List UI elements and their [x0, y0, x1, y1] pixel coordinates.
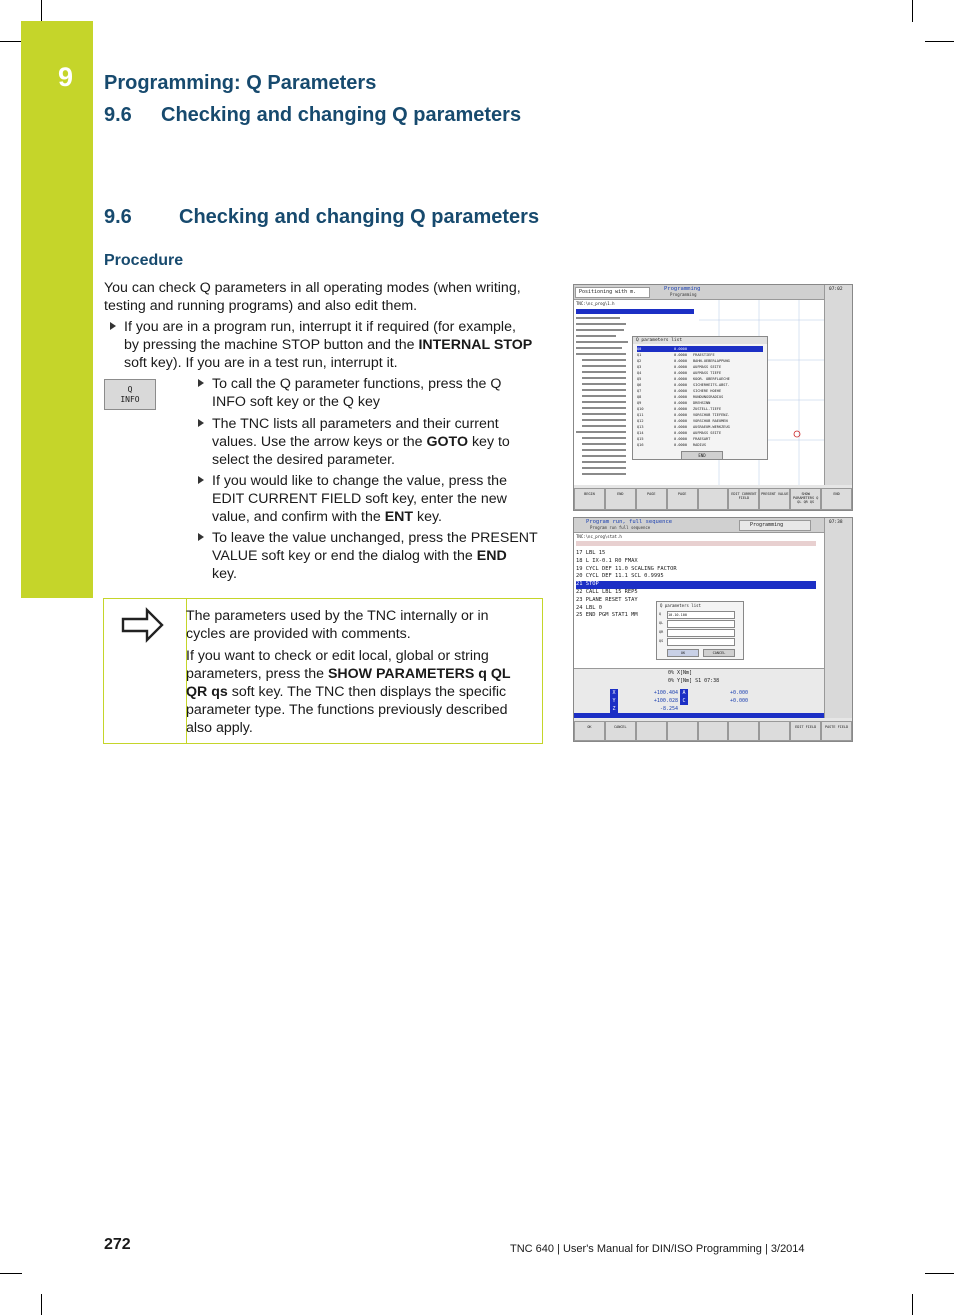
- param-id: Q3: [637, 365, 642, 369]
- program-text-lines: [576, 317, 632, 482]
- bullet-arrow-icon: [198, 419, 204, 427]
- bullet-line: soft key). If you are in a test run, interrupt it.: [124, 355, 398, 371]
- param-id: Q5: [637, 377, 642, 381]
- param-comment: AUFMASS SEITE: [693, 365, 722, 369]
- footer-text: TNC 640 | User's Manual for DIN/ISO Programming | 3/2014: [510, 1243, 805, 1255]
- step-line: If you would like to change the value, press the: [212, 473, 507, 489]
- param-value: 0.0000: [674, 419, 687, 423]
- axis-row: [610, 705, 680, 713]
- param-comment: RUNDUNGSRADIUS: [693, 395, 724, 399]
- param-id: Q6: [637, 383, 642, 387]
- step-line: To call the Q parameter functions, press the Q: [212, 376, 502, 392]
- param-comment: AUSRAEUM-WERKZEUG: [693, 425, 730, 429]
- text-run: parameters, press the: [186, 666, 328, 682]
- text-run: by pressing the machine STOP button and the: [124, 337, 419, 353]
- bullet-arrow-icon: [110, 322, 116, 330]
- crop-mark: [925, 41, 954, 42]
- cancel-button[interactable]: CANCEL: [703, 649, 735, 657]
- param-comment: FRAESART: [693, 437, 711, 441]
- tab-program-run[interactable]: Program run, full sequence: [586, 519, 673, 525]
- program-line[interactable]: 22 CALL LBL 15 REP5: [576, 588, 638, 595]
- step-line: [212, 433, 510, 451]
- section-number: 9.6: [104, 206, 132, 228]
- intro-line: You can check Q parameters in all operating modes (when writing,: [104, 280, 521, 296]
- running-header: [104, 104, 521, 127]
- softkey-row: [574, 721, 852, 741]
- param-id: Q9: [637, 401, 642, 405]
- status-area: [574, 668, 824, 719]
- key-term: QR qs: [186, 684, 228, 700]
- program-header-bar: [576, 541, 816, 546]
- screenshot-programming: [573, 284, 853, 511]
- section-title: Checking and changing Q parameters: [179, 206, 540, 228]
- screenshot-program-run: [573, 517, 853, 742]
- key-term: ENT: [384, 509, 414, 525]
- file-path: TNC:\nc_prog\stat.h: [576, 534, 622, 539]
- softkey[interactable]: END: [605, 488, 636, 510]
- status-line: 0% Y[Nm] S1 07:38: [668, 678, 720, 684]
- param-comment: KOOR. OBERFLAECHE: [693, 377, 730, 381]
- param-value: 0.0000: [674, 413, 687, 417]
- crop-mark: [0, 1273, 22, 1274]
- dialog-field-row: [659, 638, 741, 647]
- note-line: [186, 665, 511, 683]
- step-line: EDIT CURRENT FIELD soft key, enter the new: [212, 491, 507, 507]
- vertical-softkey-bar: [824, 285, 853, 485]
- param-value: 0.0000: [674, 383, 687, 387]
- softkey[interactable]: PAGE: [667, 488, 698, 510]
- param-comment: BAHN-UEBERLAPPUNG: [693, 359, 730, 363]
- page-number: 272: [104, 1236, 131, 1253]
- program-line[interactable]: 17 LBL 15: [576, 550, 606, 556]
- field-input[interactable]: [667, 620, 735, 628]
- crop-mark: [41, 0, 42, 22]
- status-line: 0% X[Nm]: [668, 670, 693, 676]
- axis-value: +100.028: [653, 698, 678, 704]
- note-line: [186, 683, 506, 701]
- param-value: 0.0000: [674, 359, 687, 363]
- softkey[interactable]: PAGE: [636, 488, 667, 510]
- param-value: 0.0000: [674, 377, 687, 381]
- bullet-arrow-icon: [198, 476, 204, 484]
- bullet-arrow-icon: [198, 533, 204, 541]
- param-id: Q11: [637, 413, 644, 417]
- softkey[interactable]: PASTE FIELD: [821, 721, 852, 741]
- crop-mark: [0, 41, 22, 42]
- chapter-title: Programming: Q Parameters: [104, 72, 377, 94]
- nc-program-lines: [576, 317, 632, 482]
- param-comment: VORSCHUB TIEFENZ.: [693, 413, 730, 417]
- field-label: QR: [659, 630, 664, 634]
- program-line[interactable]: 19 CYCL DEF 11.0 SCALING FACTOR: [576, 565, 677, 572]
- clock: 07:38: [829, 520, 843, 525]
- softkey-row: [574, 488, 852, 510]
- softkey[interactable]: PRESENT VALUE: [759, 488, 790, 510]
- param-id: Q16: [637, 443, 644, 447]
- axis-value: +0.000: [729, 698, 748, 704]
- axis-value: +0.000: [729, 690, 748, 696]
- step-line: [212, 547, 507, 565]
- softkey[interactable]: [698, 488, 729, 510]
- header-section-title: Checking and changing Q parameters: [161, 104, 522, 126]
- file-path: TNC:\nc_prog\1.h: [576, 301, 615, 306]
- softkey[interactable]: SHOW PARAMETERS Q QL QR QS: [790, 488, 821, 510]
- field-input[interactable]: [667, 629, 735, 637]
- intro-line: testing and running programs) and also edit them.: [104, 298, 418, 314]
- dialog-field-row: [659, 629, 741, 638]
- param-row[interactable]: [637, 442, 763, 448]
- axis-row: [610, 689, 680, 697]
- softkey[interactable]: [698, 721, 729, 741]
- param-value: 0.0000: [674, 395, 687, 399]
- clock: 07:02: [829, 287, 843, 292]
- text-run: soft key. The TNC then displays the specific: [227, 684, 507, 700]
- ok-button[interactable]: OK: [667, 649, 699, 657]
- dialog-title: Q parameters list: [633, 337, 767, 344]
- program-line[interactable]: 18 L IX-0.1 R0 FMAX: [576, 557, 638, 564]
- dialog-fields: [659, 611, 741, 647]
- axis-value: +100.404: [653, 690, 678, 696]
- param-comment: AUFMASS SEITE: [693, 431, 722, 435]
- text-run: values. Use the arrow keys or the: [212, 434, 427, 450]
- param-value: 0.0000: [674, 425, 687, 429]
- axis-letter: Z: [610, 705, 618, 713]
- param-id: Q14: [637, 431, 644, 435]
- note-line: The parameters used by the TNC internally or in: [186, 608, 489, 624]
- key-term: END: [476, 548, 507, 564]
- param-value: 0.0000: [674, 431, 687, 435]
- tab-programming[interactable]: Programming: [664, 286, 701, 292]
- param-id: Q12: [637, 419, 644, 423]
- tab-sub: Program run full sequence: [590, 525, 651, 530]
- softkey[interactable]: EDIT FIELD: [790, 721, 821, 741]
- dialog-field-row: [659, 611, 741, 620]
- param-value: 0.0000: [674, 353, 687, 357]
- axis-value: -8.254: [659, 706, 678, 712]
- axis-positions: [610, 689, 680, 713]
- note-line: parameter type. The functions previously described: [186, 702, 508, 718]
- screen-header: [574, 285, 824, 300]
- axis-row: [680, 697, 750, 705]
- param-id: Q0: [637, 347, 642, 351]
- field-label: QS: [659, 639, 664, 643]
- bullet-arrow-icon: [198, 379, 204, 387]
- param-id: Q13: [637, 425, 644, 429]
- crop-mark: [912, 0, 913, 22]
- dialog-title: Q parameters list: [660, 603, 701, 608]
- q-info-softkey: [104, 379, 156, 410]
- q-parameter-dialog: [656, 601, 744, 660]
- key-term: GOTO: [426, 434, 469, 450]
- vertical-softkey-bar: [824, 518, 853, 718]
- axis-letter: X: [610, 689, 618, 697]
- note-line: If you want to check or edit local, global or string: [186, 648, 489, 664]
- param-comment: SICHERHEITS-ABST.: [693, 383, 730, 387]
- param-comment: SICHERE HOEHE: [693, 389, 722, 393]
- crop-mark: [912, 1294, 913, 1315]
- field-input[interactable]: 10.10.100: [667, 611, 735, 619]
- param-value: 0.0000: [674, 365, 687, 369]
- axis-letter: C: [680, 697, 688, 705]
- q-parameter-dialog: [632, 336, 768, 460]
- note-box: [103, 598, 543, 744]
- crop-mark: [41, 1294, 42, 1315]
- bullet-line: If you are in a program run, interrupt it if required (for example,: [124, 319, 516, 335]
- chapter-number: 9: [58, 62, 74, 92]
- param-value: 0.0000: [674, 437, 687, 441]
- param-value: 0.0000: [674, 443, 687, 447]
- axis-row: [610, 697, 680, 705]
- softkey[interactable]: [667, 721, 698, 741]
- step-line: INFO soft key or the Q key: [212, 394, 380, 410]
- key-term: SHOW PARAMETERS q QL: [327, 666, 511, 682]
- param-id: Q1: [637, 353, 642, 357]
- selected-line: [576, 309, 694, 314]
- step-line: key.: [212, 566, 237, 582]
- bullet-line: [124, 336, 532, 354]
- section-heading: [104, 206, 539, 229]
- axis-letter: A: [680, 689, 688, 697]
- param-comment: AUFMASS TIEFE: [693, 371, 722, 375]
- program-line[interactable]: 24 LBL 0: [576, 604, 602, 611]
- softkey[interactable]: [728, 721, 759, 741]
- axis-positions-rotary: [680, 689, 750, 705]
- dialog-field-row: [659, 620, 741, 629]
- text-run: value, and confirm with the: [212, 509, 385, 525]
- text-run: VALUE soft key or end the dialog with the: [212, 548, 477, 564]
- param-id: Q2: [637, 359, 642, 363]
- note-line: cycles are provided with comments.: [186, 626, 411, 642]
- softkey[interactable]: [636, 721, 667, 741]
- softkey[interactable]: BEGIN: [574, 488, 605, 510]
- note-arrow-icon: [121, 607, 165, 643]
- field-label: QL: [659, 621, 664, 625]
- step-line: To leave the value unchanged, press the PRESENT: [212, 530, 538, 546]
- field-input[interactable]: [667, 638, 735, 646]
- text-run: key to: [468, 434, 510, 450]
- softkey[interactable]: OK: [574, 721, 605, 741]
- note-line: also apply.: [186, 720, 253, 736]
- param-value: 0.0000: [674, 389, 687, 393]
- step-line: select the desired parameter.: [212, 452, 395, 468]
- text-run: key.: [413, 509, 442, 525]
- key-term: INTERNAL STOP: [418, 337, 533, 353]
- param-comment: FRAESTIEFE: [693, 353, 715, 357]
- mode-bar: [574, 713, 824, 718]
- subheading: Procedure: [104, 252, 184, 269]
- program-line[interactable]: 20 CYCL DEF 11.1 SCL 0.9995: [576, 573, 664, 580]
- param-comment: VORSCHUB RAEUMEN: [693, 419, 728, 423]
- axis-letter: Y: [610, 697, 618, 705]
- param-comment: ZUSTELL-TIEFE: [693, 407, 722, 411]
- param-list[interactable]: [637, 346, 763, 448]
- param-value: 0.0000: [674, 401, 687, 405]
- key-label: INFO: [120, 395, 140, 404]
- tab-sub: Programming: [670, 292, 697, 297]
- param-id: Q4: [637, 371, 642, 375]
- field-label: Q: [659, 612, 662, 616]
- axis-row: [680, 689, 750, 697]
- crop-mark: [925, 1273, 954, 1274]
- tab-programming[interactable]: Programming: [739, 520, 811, 531]
- header-section-number: 9.6: [104, 104, 132, 126]
- param-comment: RADIUS: [693, 443, 706, 447]
- key-label: Q: [127, 385, 133, 394]
- program-line[interactable]: 25 END PGM STAT1 MM: [576, 612, 638, 619]
- softkey[interactable]: EDIT CURRENT FIELD: [728, 488, 759, 510]
- param-id: Q8: [637, 395, 642, 399]
- tab-positioning[interactable]: Positioning with m.: [575, 287, 650, 298]
- step-line: The TNC lists all parameters and their current: [212, 416, 499, 432]
- softkey[interactable]: [759, 721, 790, 741]
- screen-header: [574, 518, 824, 533]
- chapter-sidebar: [21, 21, 93, 598]
- param-id: Q10: [637, 407, 644, 411]
- param-value: 0.0000: [674, 371, 687, 375]
- softkey[interactable]: CANCEL: [605, 721, 636, 741]
- param-id: Q15: [637, 437, 644, 441]
- param-value: 0.0000: [674, 347, 687, 351]
- softkey[interactable]: END: [821, 488, 852, 510]
- program-line[interactable]: 23 PLANE RESET STAY: [576, 596, 638, 603]
- program-line[interactable]: 21 STOP: [576, 581, 816, 589]
- param-comment: DREHSINN: [693, 401, 711, 405]
- param-id: Q7: [637, 389, 642, 393]
- dialog-end-button[interactable]: END: [681, 451, 723, 460]
- param-value: 0.0000: [674, 407, 687, 411]
- step-line: [212, 508, 442, 526]
